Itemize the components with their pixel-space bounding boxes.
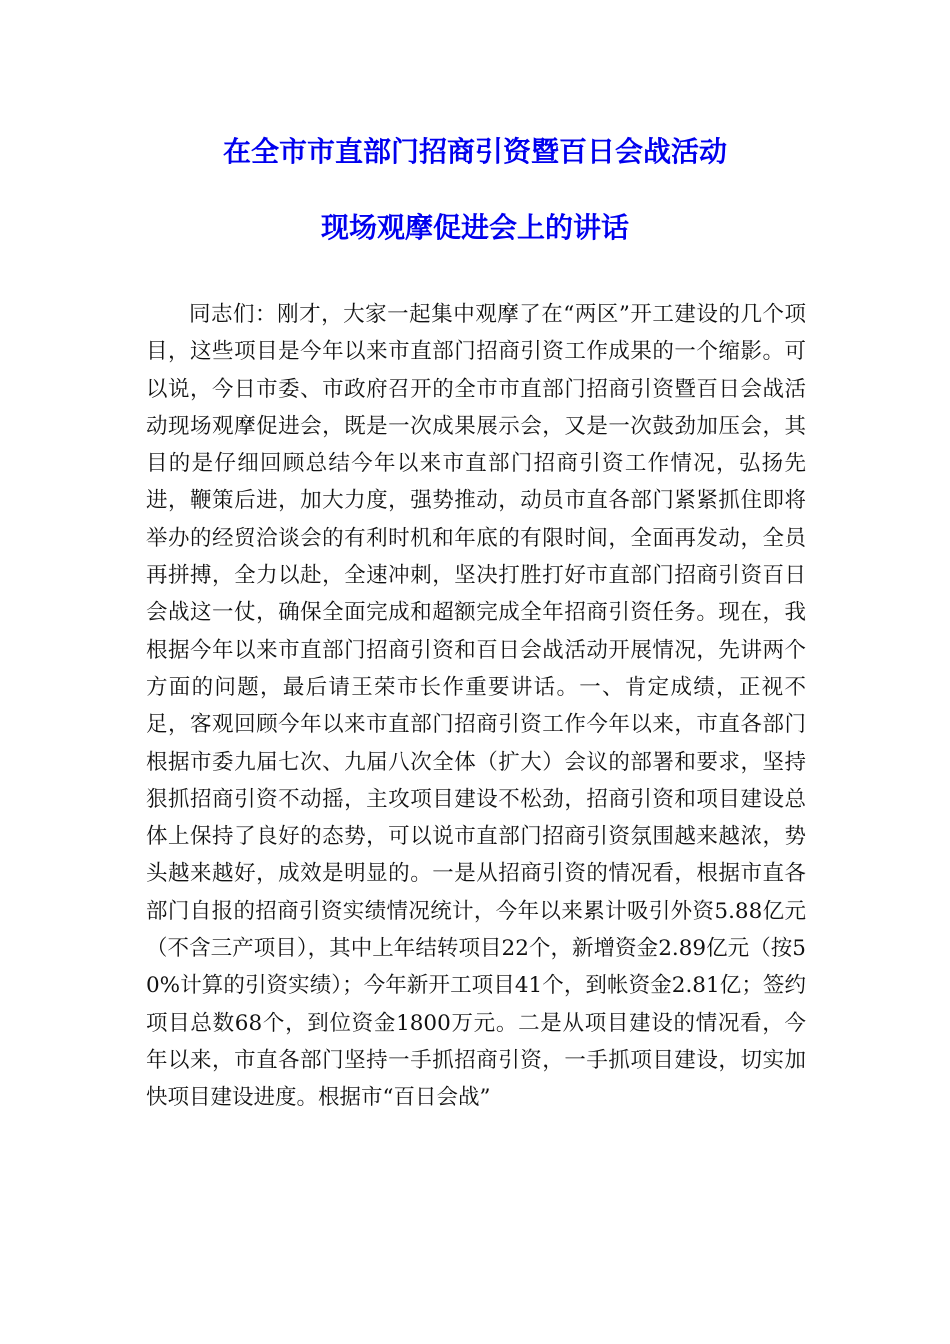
document-body-paragraph: 同志们：刚才，大家一起集中观摩了在“两区”开工建设的几个项目，这些项目是今年以来市直部门招商引资工作成果的一个缩影。可以说，今日市委、市政府召开的全市市直部门招商引资暨百日会战活动现场观摩促进会，既是一次成果展示会，又是一次鼓劲加压会，其目的是仔细回顾总结今年以来市直部门招商引资工作情况，弘扬先进，鞭策后进，加大力度，强势推动，动员市直各部门紧紧抓住即将举办的经贸洽谈会的有利时机和年底的有限时间，全面再发动，全员再拼搏，全力以赴，全速冲刺，坚决打胜打好市直部门招商引资百日会战这一仗，确保全面完成和超额完成全年招商引资任务。现在，我根据今年以来市直部门招商引资和百日会战活动开展情况，先讲两个方面的问题，最后请王荣市长作重要讲话。一、肯定成绩，正视不足，客观回顾今年以来市直部门招商引资工作今年以来，市直各部门根据市委九届七次、九届八次全体（扩大）会议的部署和要求，坚持狠抓招商引资不动摇，主攻项目建设不松劲，招商引资和项目建设总体上保持了良好的态势，可以说市直部门招商引资氛围越来越浓，势头越来越好，成效是明显的。一是从招商引资的情况看，根据市直各部门自报的招商引资实绩情况统计，今年以来累计吸引外资5.88亿元（不含三产项目），其中上年结转项目22个，新增资金2.89亿元（按50%计算的引资实绩）；今年新开工项目41个，到帐资金2.81亿；签约项目总数68个，到位资金1800万元。二是从项目建设的情况看，今年以来，市直各部门坚持一手抓招商引资，一手抓项目建设，切实加快项目建设进度。根据市“百日会战” [146, 302, 806, 1111]
document-title-line-2: 现场观摩促进会上的讲话 [320, 211, 629, 244]
document-title-line-1: 在全市市直部门招商引资暨百日会战活动 [222, 135, 727, 168]
